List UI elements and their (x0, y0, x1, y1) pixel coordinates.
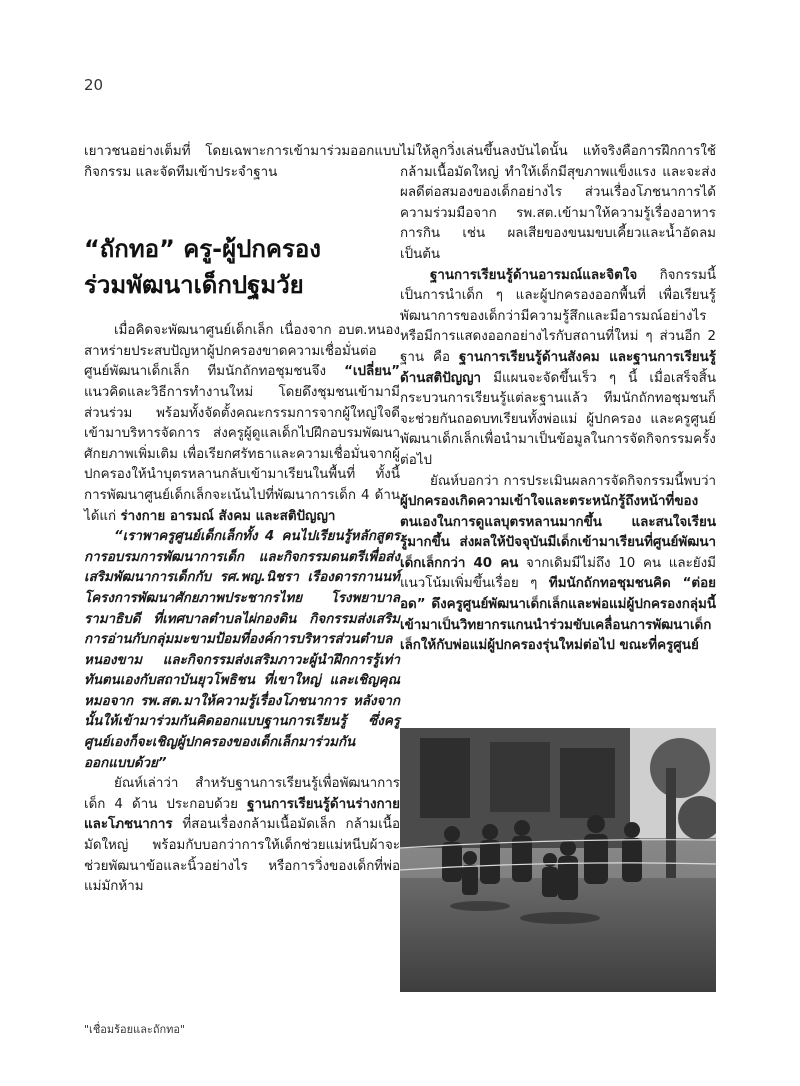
text-segment: กิจกรรมนี้เป็นการนำเด็ก ๆ และผู้ปกครองออกพื้นที่ เพื่อเรียนรู้พัฒนาการของเด็กว่ามีความรู้สึกและมีอารมณ์อย่างไร หรือมีการแสดงออกอย่างไรกับสถานที่ใหม่ ๆ ส่วนอีก 2 ฐาน คือ (400, 267, 716, 365)
page-footer: "เชื่อมร้อยและถักทอ" (84, 1023, 186, 1036)
paragraph-emotional-base (400, 266, 716, 472)
text-segment: ยัณห์เล่าว่า สำหรับฐานการเรียนรู้เพื่อพัฒนาการเด็ก 4 ด้าน ประกอบด้วย (84, 776, 400, 812)
emphasis-physical-base: ฐานการเรียนรู้ด้านร่างกายและโภชนาการ (84, 796, 400, 833)
emphasis-results: ผู้ปกครองเกิดความเข้าใจและตระหนักรู้ถึงหน้าที่ของตนเองในการดูแลบุตรหลานมากขึ้น และสนใจเรียนรู้มากขึ้น ส่งผลให้ปัจจุบันมีเด็กเข้ามาเรียนที่ศูนย์พัฒนาเด็กเล็กกว่า 40 คน (400, 494, 716, 571)
emphasis-four-areas: ร่างกาย อารมณ์ สังคม และสติปัญญา (120, 508, 336, 524)
page-number: 20 (84, 76, 104, 94)
outdoor-activity-photo (400, 728, 716, 992)
text-segment: เมื่อคิดจะพัฒนาศูนย์เด็กเล็ก เนื่องจาก อบต.หนองสาหร่ายประสบปัญหาผู้ปกครองขาดความเชื่อมั่นต่อศูนย์พัฒนาเด็กเล็ก ทีมนักถักทอชุมชนจึง (84, 323, 400, 380)
paragraph-learning-bases (84, 774, 400, 898)
paragraph-evaluation (400, 472, 716, 657)
photo-illustration (400, 728, 716, 992)
text-segment: แนวคิดและวิธีการทำงานใหม่ โดยดึงชุมชนเข้ามามีส่วนร่วม พร้อมทั้งจัดตั้งคณะกรรมการจากผู้ใหญ่ใจดีเข้ามาบริหารจัดการ ส่งครูผู้ดูแลเด็กไปฝึกอบรมพัฒนาศักยภาพเพิ่มเติม เพื่อเรียกศรัทธาและความเชื่อมั่นจากผู้ปกครองให้นำบุตรหลานกลับเข้ามาเรียนในพื้นที่ ทั้งนี้การพัฒนาศูนย์เด็กเล็กจะเน้นไปที่พัฒนาการเด็ก 4 ด้าน ได้แก่ (84, 384, 400, 524)
left-column (84, 142, 400, 898)
quote-paragraph: “เราพาครูศูนย์เด็กเล็กทั้ง 4 คนไปเรียนรู้หลักสูตรการอบรมการพัฒนาการเด็ก และกิจกรรมดนตรีเพื่อส่งเสริมพัฒนาการเด็กกับ รศ.พญ.นิชรา เรืองดารกานนท์ โครงการพัฒนาศักยภาพประชากรไทย โรงพยาบาลรามาธิบดี ที่เทศบาลตำบลไผ่กองดิน กิจกรรมส่งเสริมการอ่านกับกลุ่มมะขามป้อมที่องค์การบริหารส่วนตำบลหนองขาม และกิจกรรมส่งเสริมภาวะผู้นำฝึกการรู้เท่าทันตนเองกับสถาบันยุวโพธิชน ที่เขาใหญ่ และเชิญคุณหมอจาก รพ.สต.มาให้ความรู้เรื่องโภชนาการ หลังจากนั้นให้เข้ามาร่วมกันคิดออกแบบฐานการเรียนรู้ ซึ่งครูศูนย์เองก็จะเชิญผู้ปกครองของเด็กเล็กมาร่วมกันออกแบบด้วย” (84, 529, 400, 771)
paragraph-center-development (84, 321, 400, 527)
paragraph-continuation: ไม่ให้ลูกวิ่งเล่นขึ้นลงบันไดนั้น แท้จริงคือการฝึกการใช้กล้ามเนื้อมัดใหญ่ ทำให้เด็กมีสุขภาพแข็งแรง และจะส่งผลดีต่อสมองของเด็กอย่างไร ส่วนเรื่องโภชนาการได้ความร่วมมือจาก รพ.สต.เข้ามาให้ความรู้เรื่องอาหารการกิน เช่น ผลเสียของขนมขบเคี้ยวและน้ำอัดลม เป็นต้น (400, 144, 716, 262)
emphasis-change: “เปลี่ยน” (344, 364, 400, 380)
text-segment: ที่สอนเรื่องกล้ามเนื้อมัดเล็ก กล้ามเนื้อมัดใหญ่ พร้อมกับบอกว่าการให้เด็กช่วยแม่หนีบผ้าจะช่วยพัฒนาข้อและนิ้วอย่างไร หรือการวิ่งของเด็กที่พ่อแม่มักห้าม (84, 817, 400, 895)
text-segment: ยัณห์บอกว่า การประเมินผลการจัดกิจกรรมนี้พบว่า (430, 473, 716, 489)
right-column (400, 142, 716, 657)
text-segment: จากเดิมมีไม่ถึง 10 คน และยังมีแนวโน้มเพิ่มขึ้นเรื่อย ๆ (400, 555, 716, 592)
text-segment: มีแผนจะจัดขึ้นเร็ว ๆ นี้ เมื่อเสร็จสิ้นกระบวนการเรียนรู้แต่ละฐานแล้ว ทีมนักถักทอชุมชนก็จะช่วยกันถอดบทเรียนทั้งพ่อแม่ ผู้ปกครอง และครูศูนย์พัฒนาเด็กเล็กเพื่อนำมาเป็นข้อมูลในการจัดกิจกรรมครั้งต่อไป (400, 370, 716, 468)
section-heading: “ถักทอ” ครู-ผู้ปกครองร่วมพัฒนาเด็กปฐมวัย (84, 235, 322, 300)
paragraph-intro: เยาวชนอย่างเต็มที่ โดยเฉพาะการเข้ามาร่วมออกแบบกิจกรรม และจัดทีมเข้าประจำฐาน (84, 144, 400, 180)
emphasis-emotional-base: ฐานการเรียนรู้ด้านอารมณ์และจิตใจ (430, 267, 638, 283)
emphasis-extend: ทีมนักถักทอชุมชนคิด “ต่อยอด” ดึงครูศูนย์พัฒนาเด็กเล็กและพ่อแม่ผู้ปกครองกลุ่มนี้เข้ามาเป็นวิทยากรแกนนำร่วมขับเคลื่อนการพัฒนาเด็กเล็กให้กับพ่อแม่ผู้ปกครองรุ่นใหม่ต่อไป ขณะที่ครูศูนย์ (400, 576, 716, 654)
emphasis-social-intellect-bases: ฐานการเรียนรู้ด้านสังคม และฐานการเรียนรู้ด้านสติปัญญา (400, 349, 716, 386)
